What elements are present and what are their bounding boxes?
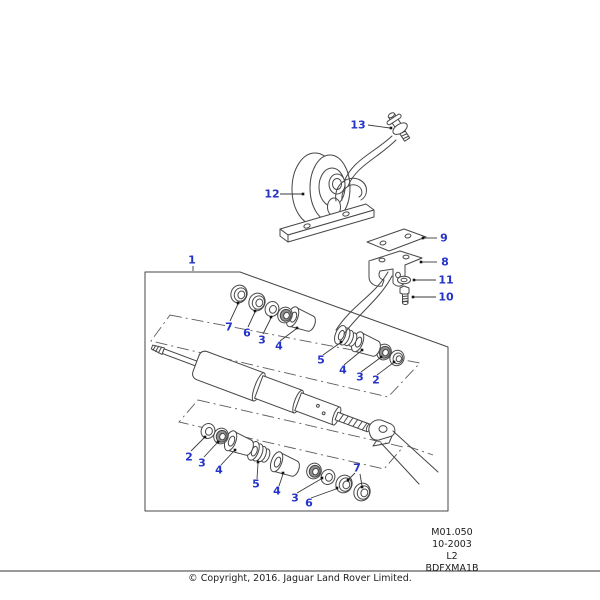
- steering-rod-lines: [381, 431, 438, 484]
- reference-date: 10-2003: [432, 539, 472, 550]
- part-callout-13: 13: [350, 118, 366, 132]
- part-callout-2-lower: 2: [185, 450, 193, 464]
- washer-11: [398, 276, 411, 284]
- mounting-plate: [367, 229, 426, 251]
- part-callout-3-upper-right: 3: [356, 370, 364, 384]
- part-callout-4-upper-left: 4: [275, 339, 283, 353]
- copyright-text: © Copyright, 2016. Jaguar Land Rover Limited.: [188, 573, 412, 584]
- part-callout-9: 9: [440, 231, 448, 245]
- part-callout-12: 12: [264, 187, 280, 201]
- part-callout-7-lower: 7: [353, 461, 361, 475]
- damper-cap-assembly: [280, 153, 374, 242]
- part-callout-8: 8: [441, 255, 449, 269]
- part-callout-11: 11: [438, 273, 454, 287]
- part-callout-4-lower-right: 4: [273, 484, 281, 498]
- part-callout-7-upper: 7: [225, 320, 233, 334]
- part-callout-5-lower: 5: [252, 477, 260, 491]
- damper-body: [147, 333, 375, 443]
- part-callout-3-lower-right: 3: [291, 491, 299, 505]
- valve-fitting: [384, 109, 414, 144]
- cable-lanyard: [344, 136, 396, 186]
- part-callout-2-upper: 2: [372, 373, 380, 387]
- part-callout-4-upper-right: 4: [339, 363, 347, 377]
- rubber-bush: [268, 450, 302, 480]
- part-callout-10: 10: [438, 290, 454, 304]
- reference-block: [425, 527, 478, 575]
- reference-code: M01.050: [431, 527, 473, 538]
- part-callout-5-upper: 5: [317, 353, 325, 367]
- part-callout-3-upper-left: 3: [258, 333, 266, 347]
- reference-drawing-no: BDFXMA1B: [425, 563, 479, 574]
- part-callout-6-upper: 6: [243, 326, 251, 340]
- reference-revision: L2: [446, 551, 458, 562]
- part-callout-6-lower: 6: [305, 496, 313, 510]
- part-callout-4-lower-left: 4: [215, 463, 223, 477]
- axle-bracket: [369, 420, 395, 446]
- lower-fixings-row: [199, 421, 373, 503]
- part-callout-3-lower-left: 3: [198, 456, 206, 470]
- bolt-10: [400, 286, 409, 305]
- part-callout-1: 1: [188, 253, 196, 267]
- flanged-nut: [246, 291, 267, 314]
